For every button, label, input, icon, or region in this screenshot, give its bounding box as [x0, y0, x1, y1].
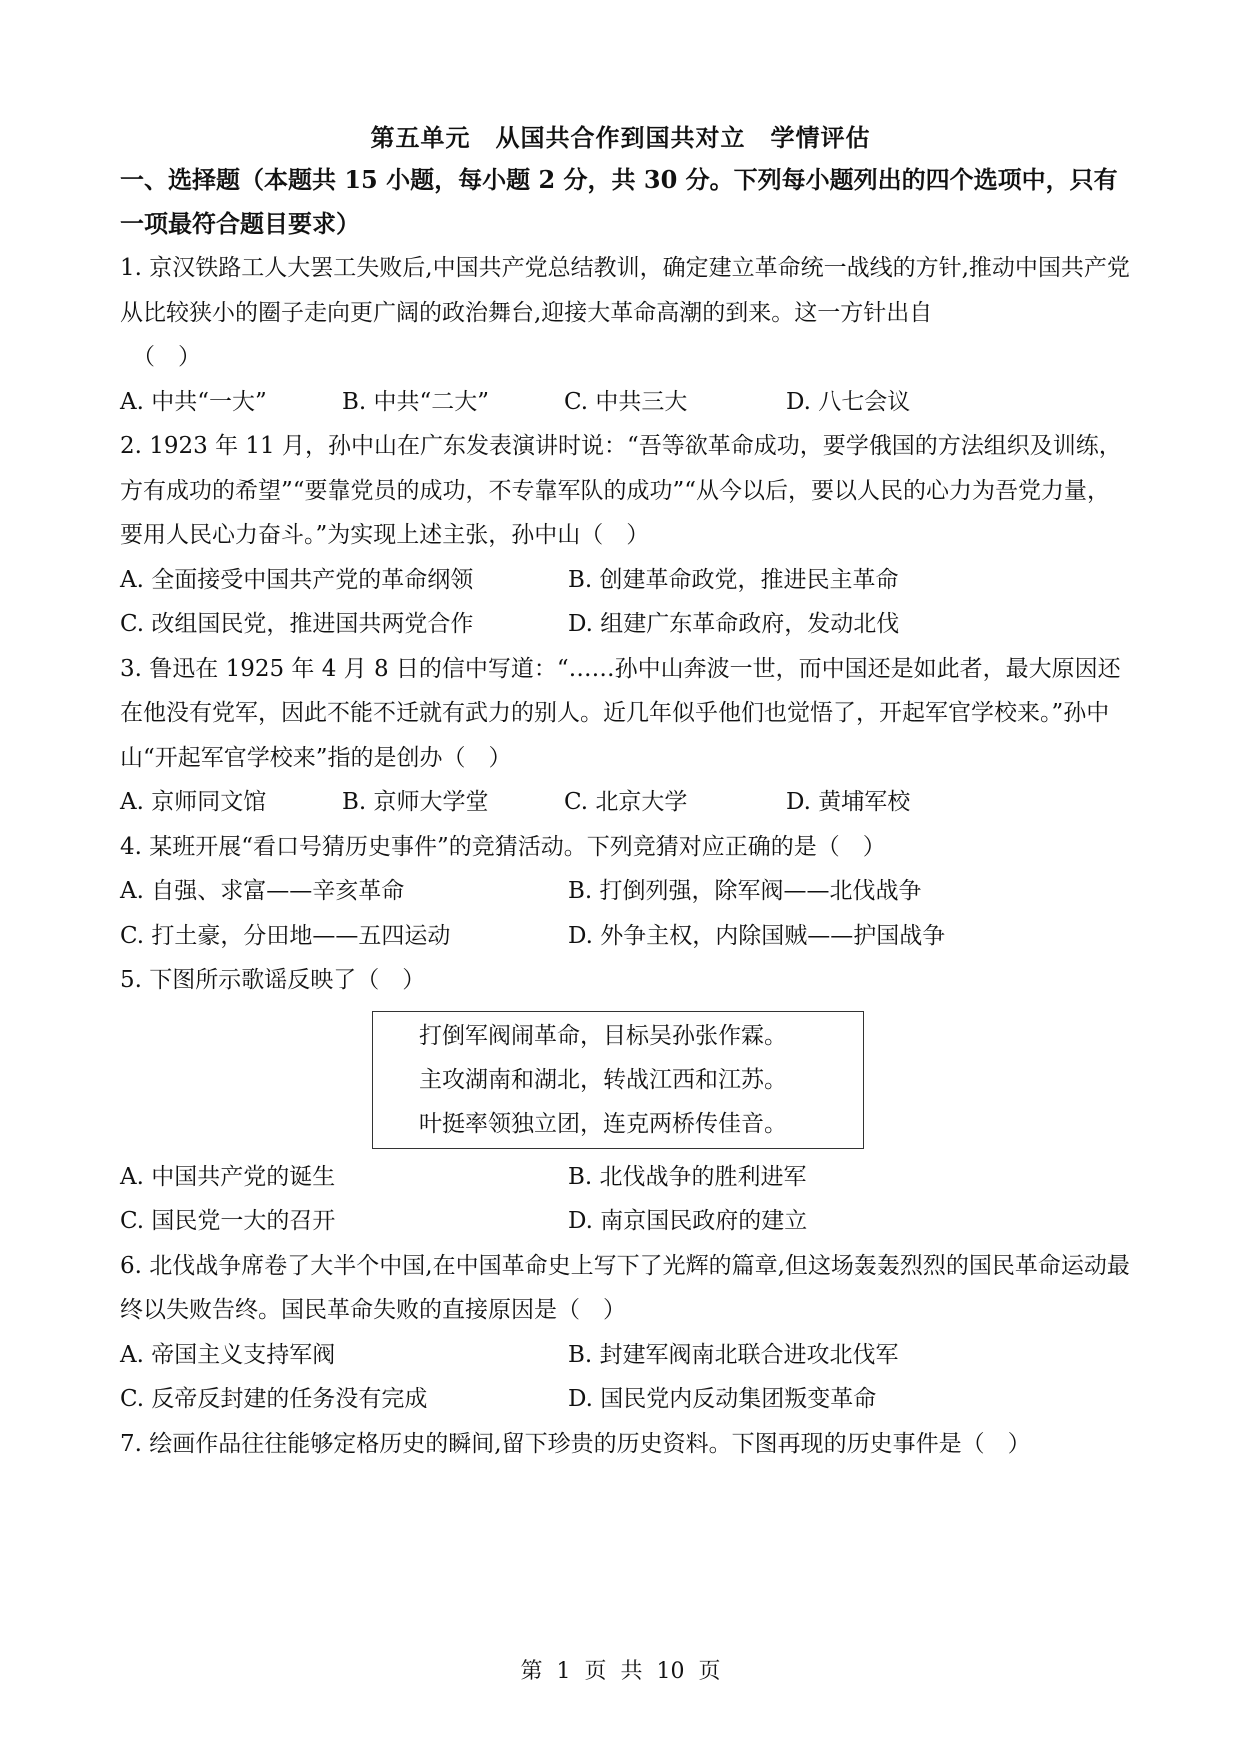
- option-c: C. 国民党一大的召开: [120, 1208, 336, 1234]
- option-d: D. 组建广东革命政府，发动北伐: [568, 611, 900, 637]
- option-a: A. 京师同文馆: [120, 789, 267, 815]
- question-5: [120, 958, 1130, 1244]
- option-b: B. 封建军阀南北联合进攻北伐军: [568, 1341, 899, 1368]
- option-a: A. 中国共产党的诞生: [120, 1163, 336, 1190]
- question-1: [120, 246, 1130, 424]
- option-c: C. 打土豪，分田地——五四运动: [120, 922, 451, 949]
- option-c: C. 北京大学: [564, 789, 688, 815]
- options: [120, 1333, 1130, 1378]
- question-6: [120, 1244, 1130, 1422]
- answer-paren: （ ）: [132, 344, 201, 370]
- options: [120, 869, 1130, 914]
- question-stem: 1. 京汉铁路工人大罢工失败后,中国共产党总结教训，确定建立革命统一战线的方针,推动中国共产党从比较狭小的圈子走向更广阔的政治舞台,迎接大革命高潮的到来。这一方针出自: [120, 255, 1130, 326]
- options: [120, 914, 1130, 959]
- options: [120, 1199, 1130, 1244]
- options: [120, 1377, 1130, 1422]
- ballad-line: 打倒军阀闹革命，目标吴孙张作霖。: [419, 1022, 787, 1049]
- option-d: D. 国民党内反动集团叛变革命: [568, 1386, 877, 1412]
- question-7: [120, 1422, 1130, 1467]
- page-footer: 第 1 页 共 10 页: [520, 1659, 721, 1684]
- ballad-line: 主攻湖南和湖北，转战江西和江苏。: [419, 1066, 787, 1093]
- options: [120, 380, 1130, 425]
- option-d: D. 南京国民政府的建立: [568, 1208, 808, 1234]
- option-d: D. 八七会议: [786, 388, 911, 415]
- option-b: B. 北伐战争的胜利进军: [568, 1163, 807, 1190]
- page-title: 第五单元 从国共合作到国共对立 学情评估: [370, 123, 871, 152]
- option-c: C. 反帝反封建的任务没有完成: [120, 1386, 428, 1412]
- option-b: B. 京师大学堂: [342, 789, 489, 815]
- option-c: C. 改组国民党，推进国共两党合作: [120, 611, 474, 637]
- option-b: B. 创建革命政党，推进民主革命: [568, 566, 899, 593]
- question-3: [120, 647, 1130, 825]
- questions: [120, 246, 1130, 1466]
- options: [120, 780, 1130, 825]
- option-d: D. 外争主权，内除国贼——护国战争: [568, 922, 946, 949]
- question-stem: 4. 某班开展“看口号猜历史事件”的竞猜活动。下列竞猜对应正确的是（ ）: [120, 833, 886, 860]
- section-header: 一、选择题（本题共 15 小题，每小题 2 分，共 30 分。下列每小题列出的四个选项中，只有一项最符合题目要求）: [120, 165, 1118, 238]
- option-a: A. 帝国主义支持军阀: [120, 1341, 336, 1368]
- options: [120, 1155, 1130, 1200]
- ballad-line: 叶挺率领独立团，连克两桥传佳音。: [419, 1110, 787, 1137]
- question-stem: 5. 下图所示歌谣反映了（ ）: [120, 967, 426, 993]
- option-c: C. 中共三大: [564, 388, 688, 415]
- question-stem: 6. 北伐战争席卷了大半个中国,在中国革命史上写下了光辉的篇章,但这场轰轰烈烈的国民革命运动最终以失败告终。国民革命失败的直接原因是（ ）: [120, 1252, 1130, 1323]
- question-2: [120, 424, 1130, 647]
- question-stem: 7. 绘画作品往往能够定格历史的瞬间,留下珍贵的历史资料。下图再现的历史事件是（ ）: [120, 1430, 1031, 1457]
- option-b: B. 中共“二大”: [342, 388, 490, 415]
- ballad-box: [372, 1011, 864, 1149]
- options: [120, 602, 1130, 647]
- option-d: D. 黄埔军校: [786, 789, 911, 815]
- option-a: A. 全面接受中国共产党的革命纲领: [120, 566, 474, 593]
- option-a: A. 自强、求富——辛亥革命: [120, 878, 405, 904]
- option-a: A. 中共“一大”: [120, 388, 267, 415]
- question-stem: 2. 1923 年 11 月，孙中山在广东发表演讲时说：“吾等欲革命成功，要学俄国的方法组织及训练，方有成功的希望”“要靠党员的成功，不专靠军队的成功”“从今以后，要以人民的心力为吾党力量，要用人民心力奋斗。”为实现上述主张，孙中山（ ）: [120, 433, 1122, 548]
- question-4: [120, 825, 1130, 959]
- options: [120, 558, 1130, 603]
- question-stem: 3. 鲁迅在 1925 年 4 月 8 日的信中写道：“……孙中山奔波一世，而中国还是如此者，最大原因还在他没有党军，因此不能不迁就有武力的别人。近几年似乎他们也觉悟了，开起军官学校来。”孙中山“开起军官学校来”指的是创办（ ）: [120, 655, 1121, 771]
- option-b: B. 打倒列强，除军阀——北伐战争: [568, 878, 922, 904]
